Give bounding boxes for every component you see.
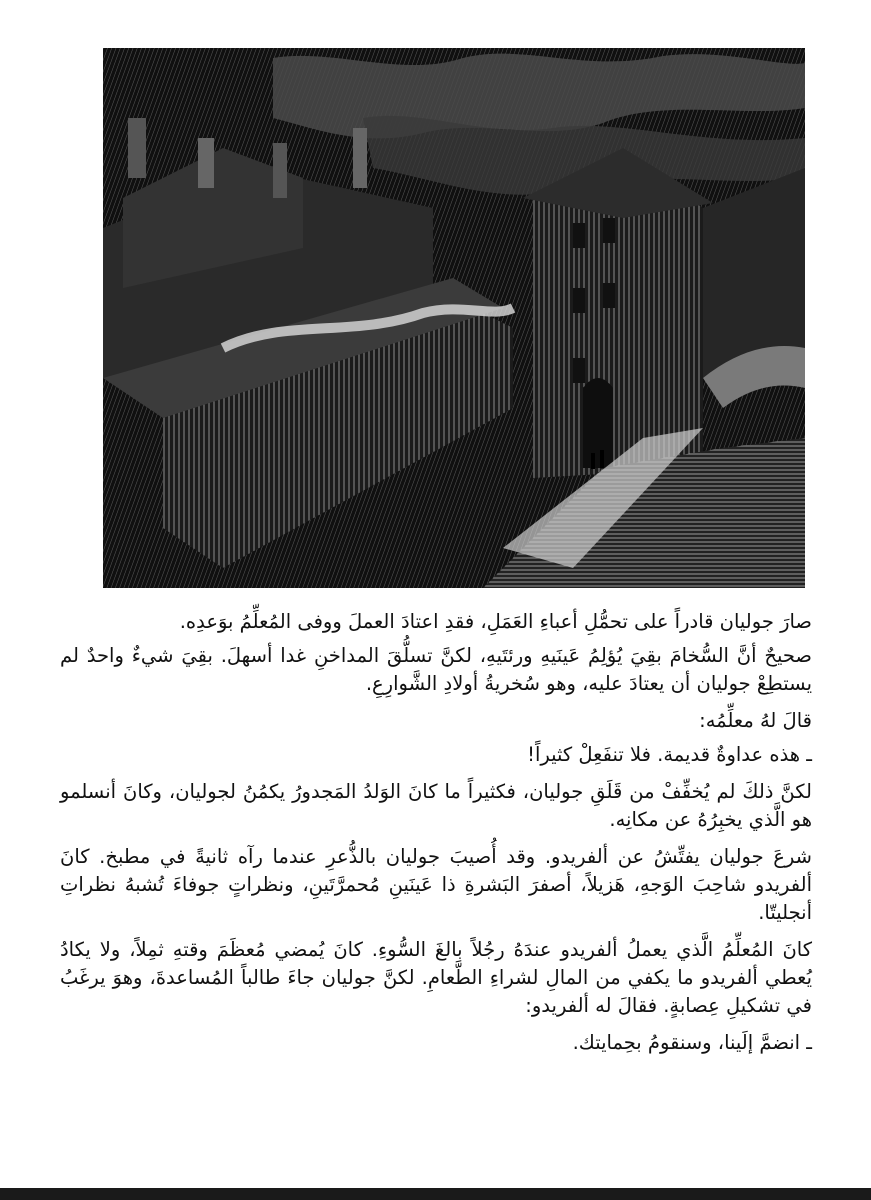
- paragraph-4: ـ هذه عداوةٌ قديمة. فلا تنفَعِلْ كثيراً!: [527, 743, 812, 766]
- body-text: [60, 608, 812, 1066]
- paragraph-3: قالَ لهُ معلِّمُه:: [699, 709, 812, 732]
- paragraph-8: ـ انضمَّ إلَينا، وسنقومُ بحِمايتك.: [572, 1031, 812, 1054]
- paragraph-1: صارَ جوليان قادراً على تحمُّلِ أعباءِ العَمَلِ، فقدِ اعتادَ العملَ ووفى المُعلِّمُ بوَعدِه.: [179, 610, 812, 633]
- paragraph-7: كانَ المُعلِّمُ الَّذي يعملُ ألفريدو عندَهُ رجُلاً بالغَ السُّوءِ. كانَ يُمضي مُعظَمَ وقتهِ ثمِلاً، ولا يكادُ يُعطي ألفريدو ما يكفي من المالِ لشراءِ الطَّعامِ. لكنَّ جوليان جاءَ طالباً المُساعدةَ، وهوَ يرغَبُ في تشكيلِ عِصابةٍ. فقالَ له ألفريدو:: [60, 938, 812, 1017]
- paragraph-2: صحيحٌ أنَّ السُّخامَ بقِيَ يُؤلِمُ عَينَيهِ ورئتَيهِ، لكنَّ تسلُّقَ المداخنِ غدا أسهلَ. بقِيَ شيءٌ واحدٌ لم يستطِعْ جوليان أن يعتادَ عليه، وهو سُخريةُ أولادِ الشَّوارِعِ.: [60, 644, 812, 695]
- page-bottom-edge: [0, 1188, 871, 1200]
- city-chimneys-illustration: [103, 48, 805, 588]
- paragraph-5: لكنَّ ذلكَ لم يُخفِّفْ من قَلَقِ جوليان، فكثيراً ما كانَ الوَلدُ المَجدورُ يكمُنُ لجوليان، وكانَ أنسلمو هو الَّذي يخبِرُهُ عن مكانِه.: [60, 780, 812, 831]
- engraving-illustration: [103, 48, 805, 588]
- paragraph-6: شرعَ جوليان يفتِّشُ عن ألفريدو. وقد أُصيبَ جوليان بالذُّعرِ عندما رآه ثانيةً في مطبخ. كانَ ألفريدو شاحِبَ الوَجهِ، هَزيلاً، أصفرَ البَشرةِ ذا عَينَينِ مُحمرَّتَينِ، ونظراتٍ جوفاءَ تُشبهُ نظراتِ أنجليتّا.: [60, 845, 812, 924]
